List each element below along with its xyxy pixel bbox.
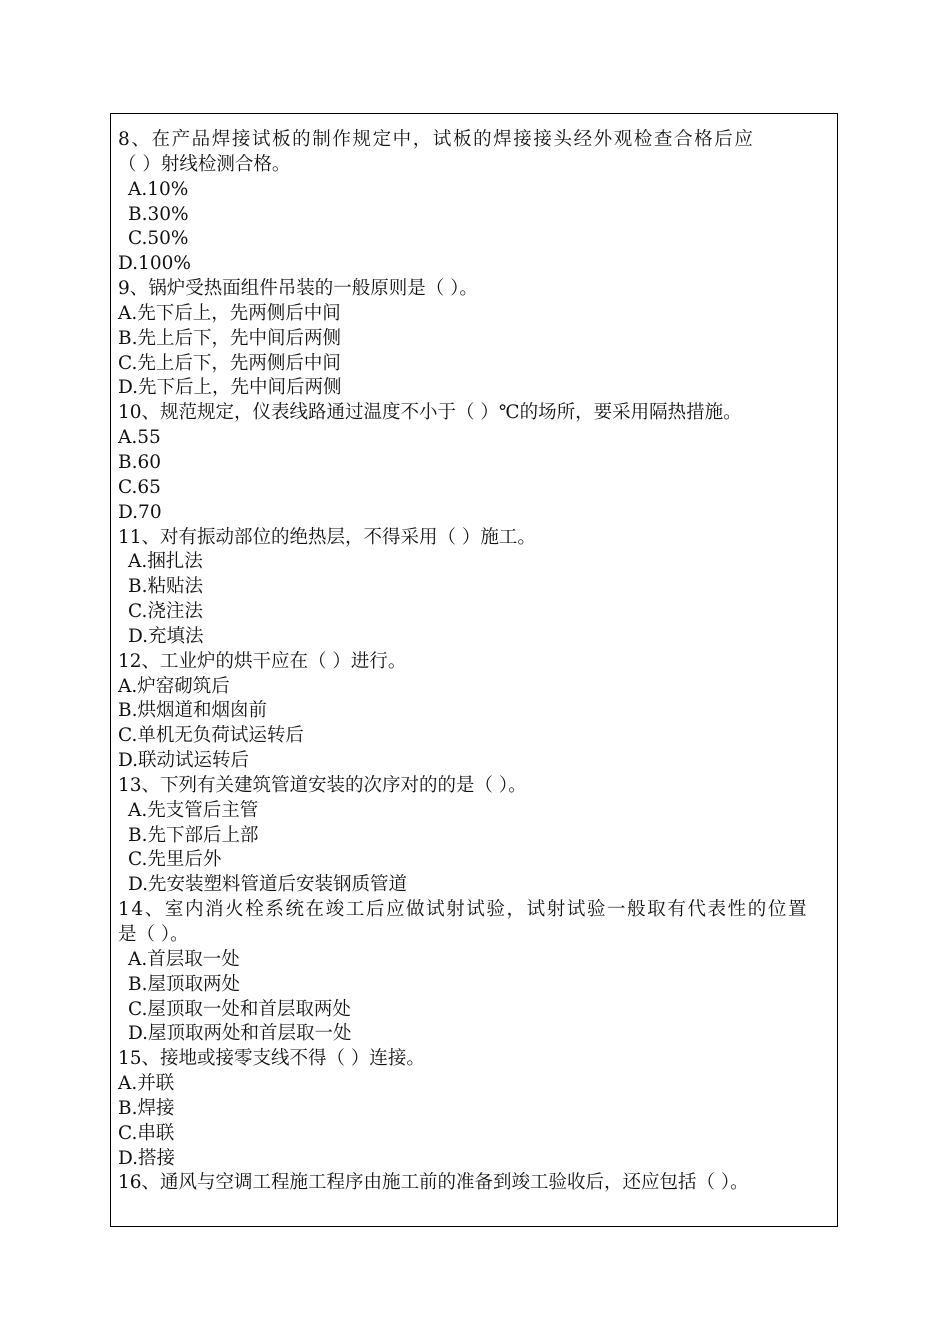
text-line: C.50% [128, 228, 189, 250]
text-line: D.充填法 [128, 625, 204, 647]
text-line: D.70 [118, 501, 162, 523]
text-line: 15、接地或接零支线不得（ ）连接。 [118, 1048, 425, 1070]
text-line: 16、通风与空调工程施工程序由施工前的准备到竣工验收后，还应包括（ ）。 [118, 1172, 749, 1194]
text-line: D.先安装塑料管道后安装钢质管道 [128, 874, 408, 896]
text-line: A.捆扎法 [128, 551, 203, 573]
text-line: C.先里后外 [128, 849, 222, 871]
text-line: D.联动试运转后 [118, 750, 250, 772]
text-line: D.屋顶取两处和首层取一处 [128, 1023, 352, 1045]
text-line: A.先下后上，先两侧后中间 [118, 302, 341, 324]
text-line: C.浇注法 [128, 601, 203, 623]
text-line: 12、工业炉的烘干应在（ ）进行。 [118, 650, 407, 672]
text-line: D.100% [118, 253, 191, 275]
text-line: 11、对有振动部位的绝热层，不得采用（ ）施工。 [118, 526, 536, 548]
text-line: C.单机无负荷试运转后 [118, 725, 304, 747]
text-line: 8、在产品焊接试板的制作规定中，试板的焊接接头经外观检查合格后应 [118, 129, 755, 150]
text-line: B.先下部后上部 [128, 824, 259, 846]
text-line: （ ）射线检测合格。 [118, 153, 291, 175]
text-line: D.先下后上，先中间后两侧 [118, 377, 342, 399]
text-line: C.串联 [118, 1122, 175, 1144]
text-line: C.65 [118, 476, 161, 498]
text-line: B.先上后下，先中间后两侧 [118, 327, 341, 349]
text-line: 是（ ）。 [118, 924, 189, 945]
text-line: B.焊接 [118, 1097, 175, 1119]
text-line: B.30% [128, 203, 189, 225]
text-line: A.并联 [118, 1073, 175, 1095]
text-line: 14、室内消火栓系统在竣工后应做试射试验，试射试验一般取有代表性的位置 [118, 899, 809, 921]
text-line: C.屋顶取一处和首层取两处 [128, 998, 351, 1020]
text-line: 10、规范规定，仪表线路通过温度不小于（ ）℃的场所，要采用隔热措施。 [118, 402, 742, 424]
text-line: B.屋顶取两处 [128, 973, 240, 995]
text-line: B.60 [118, 451, 162, 473]
text-line: D.搭接 [118, 1147, 176, 1169]
text-line: 13、下列有关建筑管道安装的次序对的的是（ ）。 [118, 774, 527, 796]
question-text [118, 128, 834, 1196]
text-line: B.烘烟道和烟囱前 [118, 700, 267, 722]
text-line: A.10% [128, 178, 189, 200]
text-line: A.首层取一处 [128, 948, 240, 970]
text-line: A.炉窑砌筑后 [118, 675, 230, 697]
text-line: 9、锅炉受热面组件吊装的一般原则是（ ）。 [118, 278, 478, 300]
text-line: A.先支管后主管 [128, 799, 259, 821]
text-line: A.55 [118, 427, 161, 449]
text-line: B.粘贴法 [128, 576, 203, 598]
text-line: C.先上后下，先两侧后中间 [118, 352, 341, 374]
